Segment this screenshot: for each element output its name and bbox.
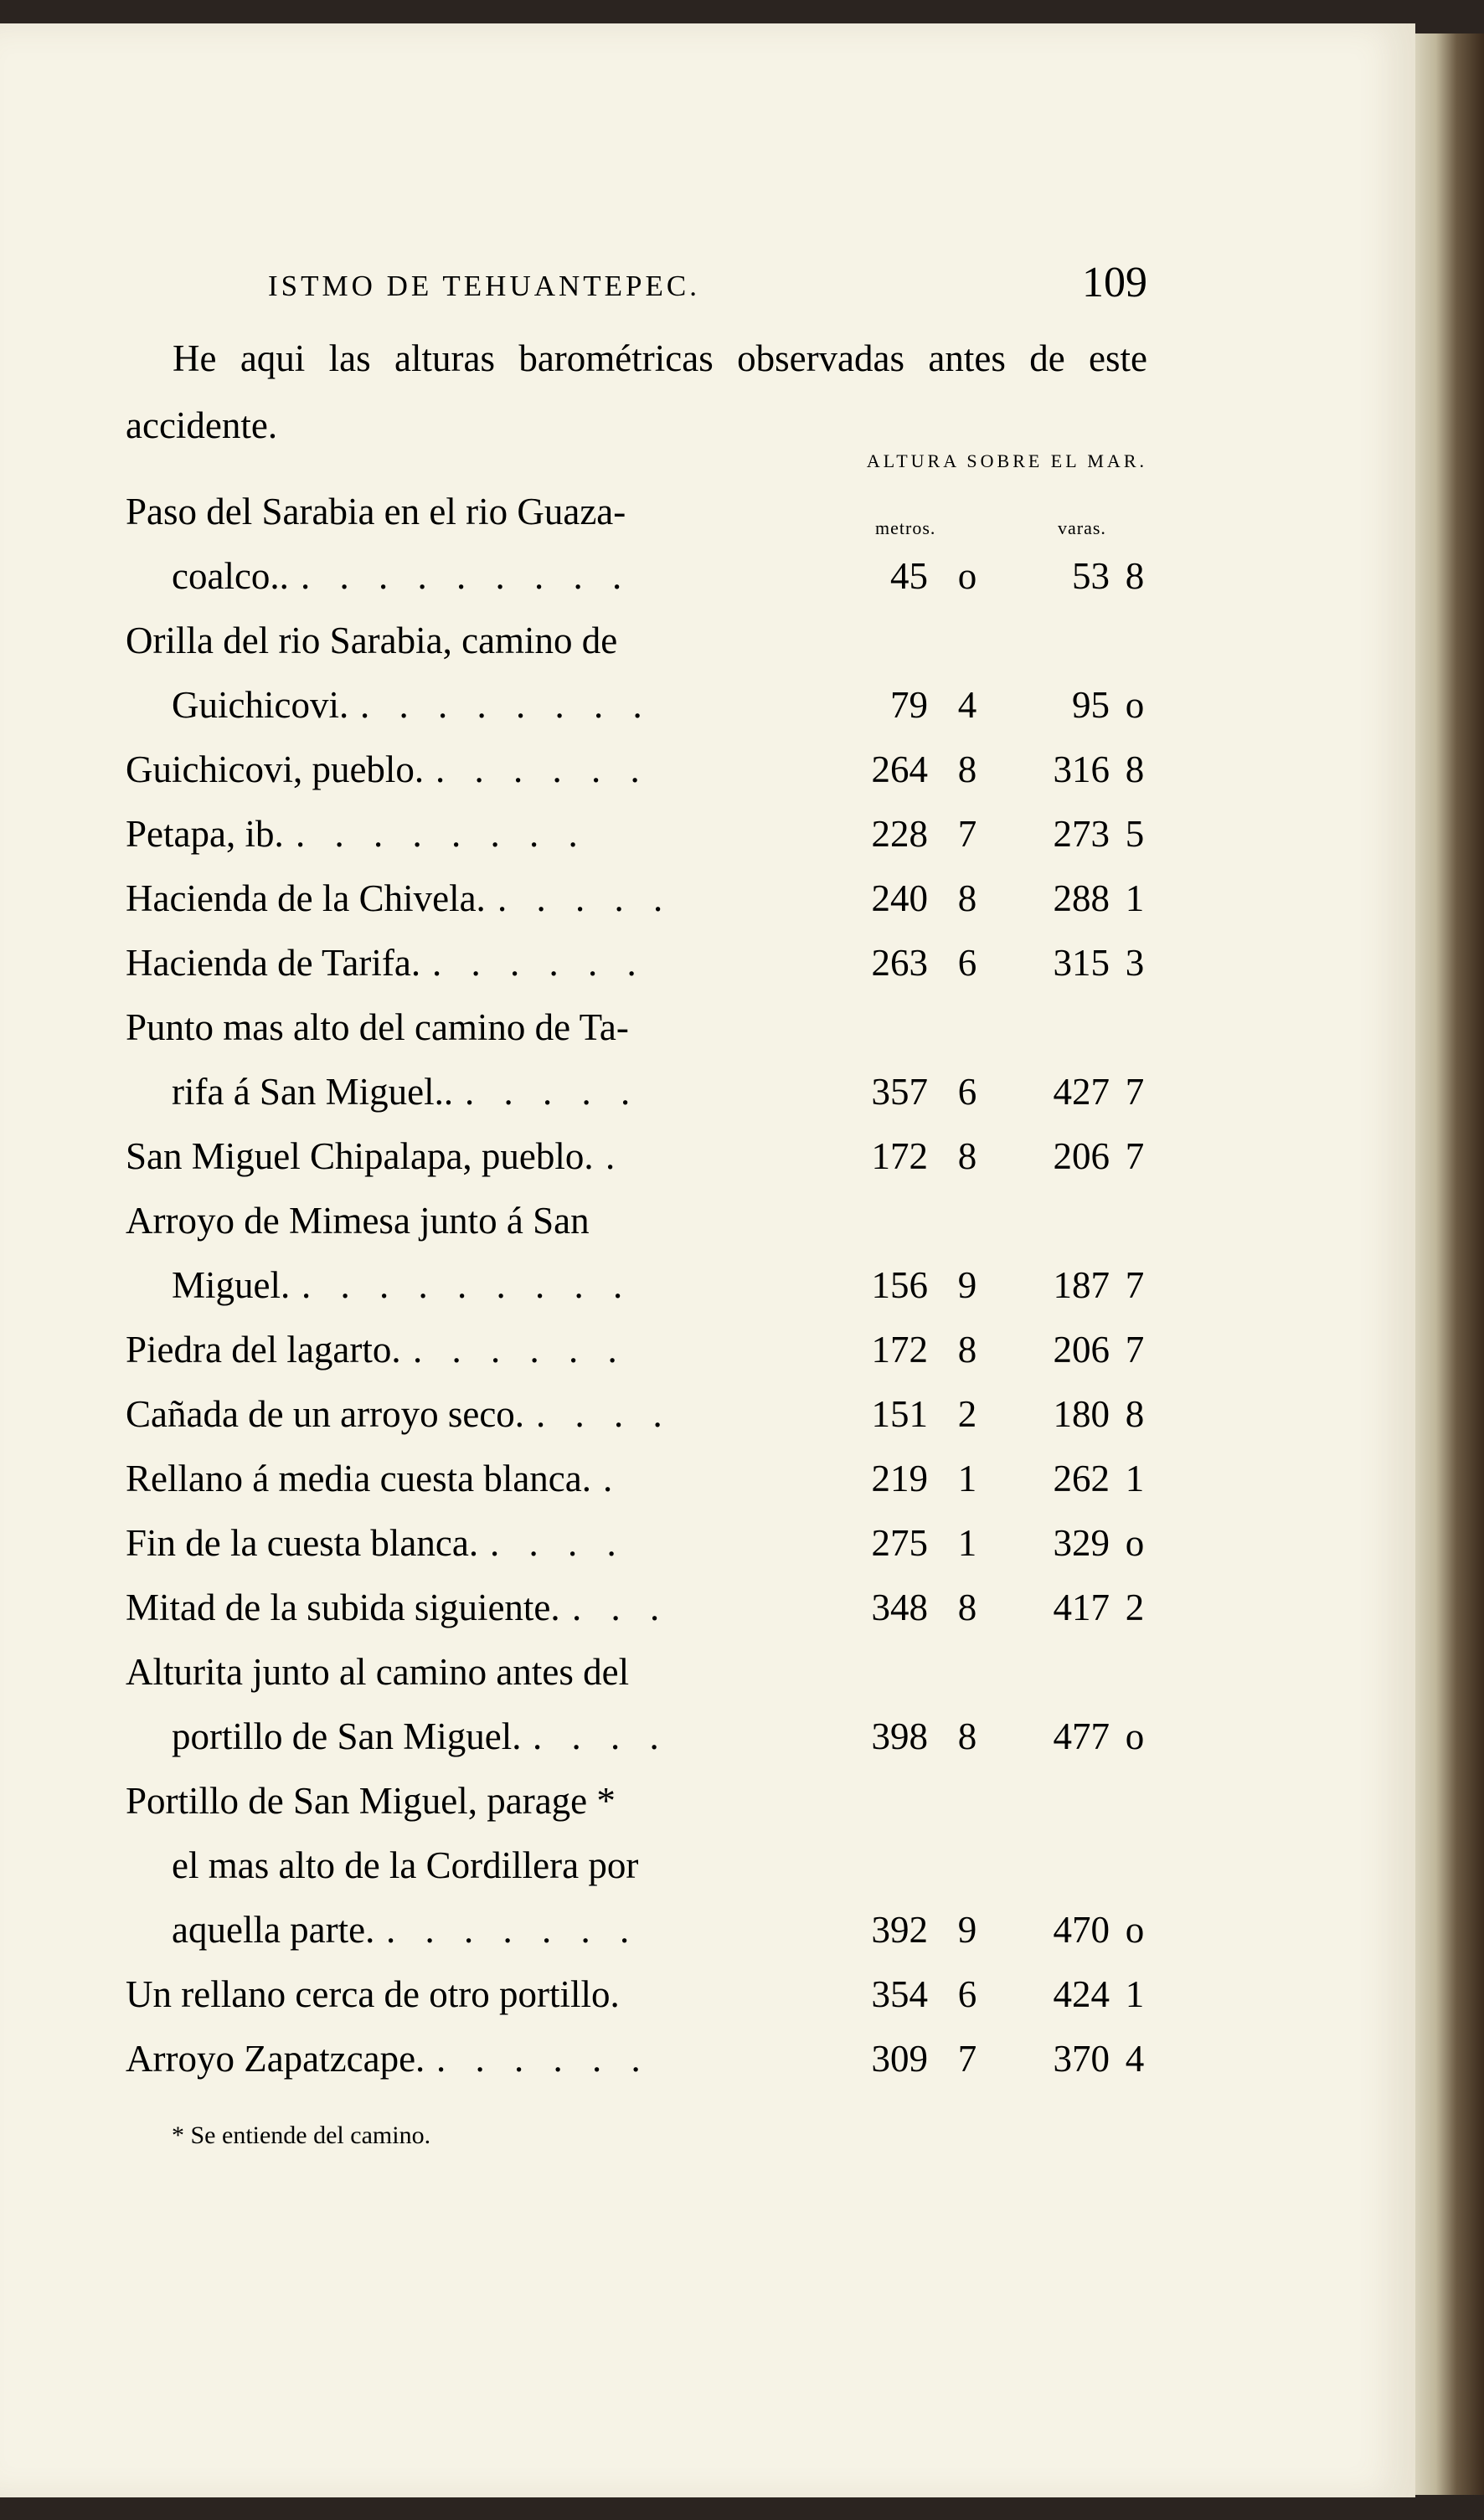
table-row (126, 1972, 1147, 2037)
place-name: Rellano á media cuesta blanca. (126, 1458, 591, 1499)
table-row (126, 1199, 1147, 1263)
intro-paragraph (126, 325, 1147, 459)
metros-value: 45 (890, 555, 928, 597)
varas-value: 424 (1053, 1973, 1110, 2015)
metros-value: 263 (871, 942, 928, 984)
varas-value: 370 (1053, 2038, 1110, 2080)
column-group-header: ALTURA SOBRE EL MAR. (866, 450, 1147, 471)
metros-value: 219 (871, 1458, 928, 1499)
place-name: Mitad de la subida siguiente. (126, 1587, 560, 1628)
metros-value: 275 (871, 1522, 928, 1564)
table-row (126, 1070, 1147, 1134)
metros-value: 264 (871, 748, 928, 790)
varas-value: 315 (1053, 942, 1110, 984)
varas-value: 427 (1053, 1071, 1110, 1113)
table-row (126, 1908, 1147, 1972)
place-name: Un rellano cerca de otro portillo. (126, 1973, 620, 2015)
varas-fraction: o (1125, 684, 1145, 726)
metros-value: 348 (871, 1587, 928, 1628)
metros-value: 240 (871, 877, 928, 919)
metros-value: 151 (871, 1393, 928, 1435)
varas-value: 262 (1053, 1458, 1110, 1499)
varas-fraction: 1 (1125, 1458, 1145, 1499)
metros-value: 172 (871, 1329, 928, 1371)
varas-header: varas. (1058, 517, 1106, 538)
metros-fraction: 8 (957, 748, 977, 790)
table-row (126, 619, 1147, 683)
leader-dots: . . . . . (497, 877, 673, 919)
metros-value: 392 (871, 1909, 928, 1951)
place-name: Orilla del rio Sarabia, camino de (126, 620, 618, 661)
table-row (126, 877, 1147, 941)
varas-fraction: 7 (1125, 1135, 1145, 1177)
leader-dots: . . . . . . . . . (301, 1264, 633, 1306)
varas-fraction: 4 (1125, 2038, 1145, 2080)
place-name: Arroyo de Mimesa junto á San (126, 1200, 590, 1242)
table-row (126, 490, 1147, 554)
metros-fraction: o (957, 555, 977, 597)
varas-value: 180 (1053, 1393, 1110, 1435)
place-name: portillo de San Miguel. (172, 1715, 522, 1757)
metros-fraction: 8 (957, 877, 977, 919)
leader-dots: . . . . . . . (386, 1909, 640, 1951)
metros-fraction: 8 (957, 1135, 977, 1177)
leader-dots: . . . . . . (435, 748, 650, 790)
varas-value: 288 (1053, 877, 1110, 919)
table-row (126, 1457, 1147, 1521)
place-name: Hacienda de Tarifa. (126, 942, 421, 984)
altitude-table (126, 490, 1147, 2101)
metros-value: 398 (871, 1715, 928, 1757)
varas-fraction: 1 (1125, 1973, 1145, 2015)
metros-fraction: 8 (957, 1329, 977, 1371)
leader-dots: . . . . . . . . (360, 684, 652, 726)
varas-fraction: 7 (1125, 1071, 1145, 1113)
metros-value: 228 (871, 813, 928, 855)
varas-fraction: 8 (1125, 748, 1145, 790)
varas-fraction: 3 (1125, 942, 1145, 984)
metros-fraction: 9 (957, 1264, 977, 1306)
leader-dots: . . . . . . (432, 942, 647, 984)
leader-dots: . . . . . . (436, 2038, 651, 2080)
leader-dots: . . . (572, 1587, 670, 1628)
place-name: Petapa, ib. (126, 813, 284, 855)
leader-dots: . . . . (536, 1393, 672, 1435)
leader-dots: . . . . . . (413, 1329, 627, 1371)
varas-value: 187 (1053, 1264, 1110, 1306)
varas-value: 477 (1053, 1715, 1110, 1757)
table-row (126, 1328, 1147, 1392)
metros-fraction: 8 (957, 1587, 977, 1628)
table-row (126, 1392, 1147, 1457)
place-name: Cañada de un arroyo seco. (126, 1393, 525, 1435)
intro-text: He aqui las alturas barométricas observadas antes de este accidente. (126, 337, 1147, 446)
varas-fraction: 8 (1125, 555, 1145, 597)
metros-fraction: 4 (957, 684, 977, 726)
varas-fraction: 2 (1125, 1587, 1145, 1628)
varas-value: 273 (1053, 813, 1110, 855)
metros-fraction: 7 (957, 813, 977, 855)
table-row (126, 1650, 1147, 1715)
place-name: Fin de la cuesta blanca. (126, 1522, 479, 1564)
place-name: el mas alto de la Cordillera por (172, 1844, 639, 1886)
metros-value: 354 (871, 1973, 928, 2015)
place-name: Hacienda de la Chivela. (126, 877, 486, 919)
varas-fraction: 1 (1125, 877, 1145, 919)
varas-fraction: 7 (1125, 1329, 1145, 1371)
varas-value: 417 (1053, 1587, 1110, 1628)
metros-value: 79 (890, 684, 928, 726)
place-name: San Miguel Chipalapa, pueblo. (126, 1135, 594, 1177)
table-row (126, 1844, 1147, 1908)
varas-fraction: o (1125, 1909, 1145, 1951)
varas-fraction: 8 (1125, 1393, 1145, 1435)
metros-header: metros. (875, 517, 936, 538)
metros-value: 156 (871, 1264, 928, 1306)
page-number: 109 (1082, 259, 1147, 306)
metros-value: 309 (871, 2038, 928, 2080)
metros-fraction: 2 (957, 1393, 977, 1435)
running-head: ISTMO DE TEHUANTEPEC. (268, 270, 700, 302)
varas-value: 329 (1053, 1522, 1110, 1564)
table-row (126, 1521, 1147, 1586)
metros-value: 357 (871, 1071, 928, 1113)
varas-value: 206 (1053, 1135, 1110, 1177)
metros-fraction: 6 (957, 942, 977, 984)
varas-value: 206 (1053, 1329, 1110, 1371)
table-row (126, 941, 1147, 1005)
leader-dots: . . . . . (465, 1071, 641, 1113)
varas-fraction: o (1125, 1715, 1145, 1757)
varas-fraction: o (1125, 1522, 1145, 1564)
place-name: Paso del Sarabia en el rio Guaza- (126, 491, 626, 532)
metros-fraction: 6 (957, 1973, 977, 2015)
varas-fraction: 5 (1125, 813, 1145, 855)
leader-dots: . . . . . . . . (296, 813, 588, 855)
place-name: Portillo de San Miguel, parage * (126, 1780, 616, 1822)
varas-value: 470 (1053, 1909, 1110, 1951)
place-name: rifa á San Miguel.. (172, 1071, 454, 1113)
metros-fraction: 1 (957, 1522, 977, 1564)
place-name: coalco.. (172, 555, 289, 597)
page-header (268, 258, 1147, 308)
leader-dots: . (603, 1458, 623, 1499)
table-row (126, 1005, 1147, 1070)
leader-dots: . . . . (533, 1715, 669, 1757)
place-name: Piedra del lagarto. (126, 1329, 401, 1371)
place-name: aquella parte. (172, 1909, 375, 1951)
place-name: Miguel. (172, 1264, 291, 1306)
varas-value: 53 (1072, 555, 1110, 597)
footnote: * Se entiende del camino. (172, 2121, 431, 2149)
metros-fraction: 9 (957, 1909, 977, 1951)
place-name: Guichicovi. (172, 684, 349, 726)
leader-dots: . . . . (490, 1522, 626, 1564)
leader-dots: . . . . . . . . . (301, 555, 632, 597)
table-row (126, 748, 1147, 812)
page-edge (1415, 33, 1484, 2495)
place-name: Alturita junto al camino antes del (126, 1651, 630, 1693)
table-row (126, 2037, 1147, 2101)
table-row (126, 1715, 1147, 1779)
metros-fraction: 8 (957, 1715, 977, 1757)
metros-fraction: 1 (957, 1458, 977, 1499)
place-name: Punto mas alto del camino de Ta- (126, 1006, 629, 1048)
metros-value: 172 (871, 1135, 928, 1177)
table-row (126, 1779, 1147, 1844)
table-row (126, 683, 1147, 748)
table-row (126, 1586, 1147, 1650)
table-row (126, 554, 1147, 619)
place-name: Guichicovi, pueblo. (126, 748, 425, 790)
leader-dots: . (605, 1135, 626, 1177)
table-row (126, 1134, 1147, 1199)
varas-fraction: 7 (1125, 1264, 1145, 1306)
table-row (126, 1263, 1147, 1328)
table-row (126, 812, 1147, 877)
metros-fraction: 6 (957, 1071, 977, 1113)
place-name: Arroyo Zapatzcape. (126, 2038, 425, 2080)
varas-value: 316 (1053, 748, 1110, 790)
metros-fraction: 7 (957, 2038, 977, 2080)
varas-value: 95 (1072, 684, 1110, 726)
